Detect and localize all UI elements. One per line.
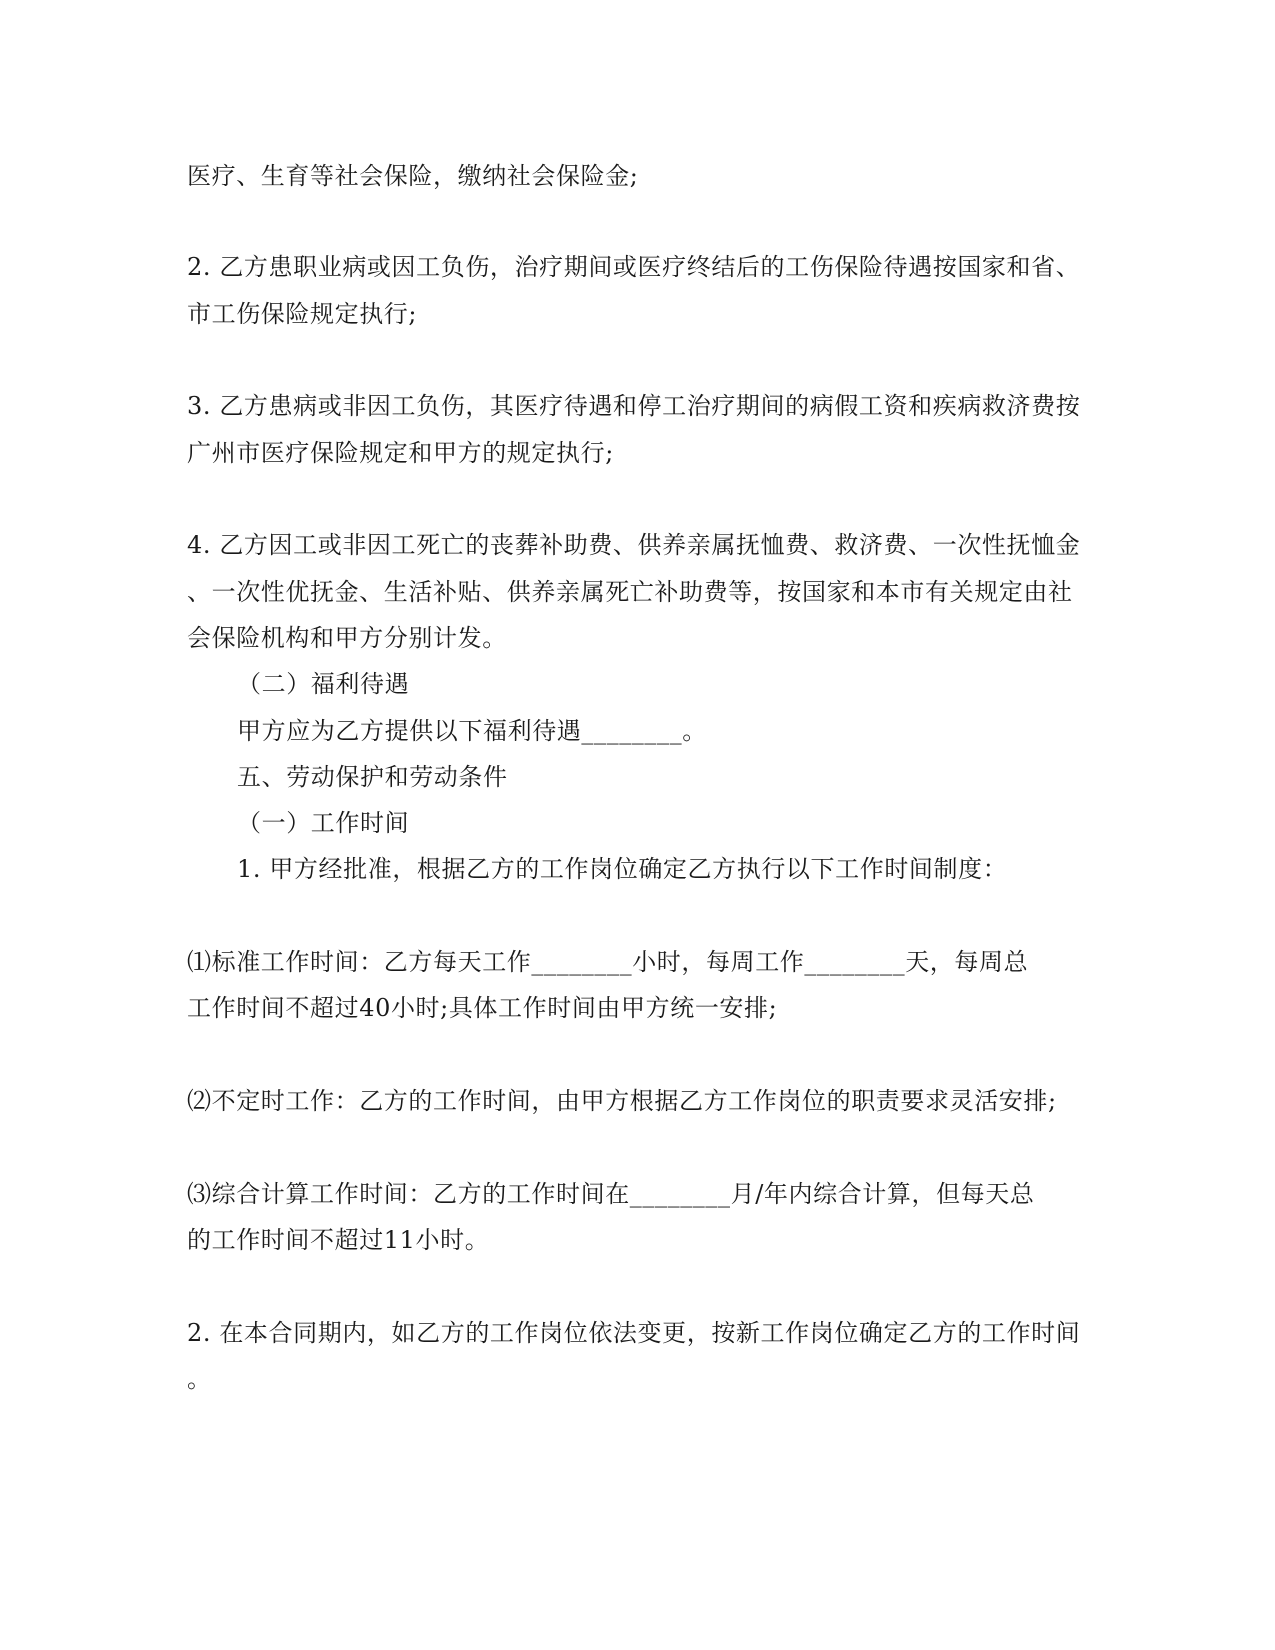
text-line: 1. 甲方经批准，根据乙方的工作岗位确定乙方执行以下工作时间制度：: [237, 855, 1008, 883]
text-line: 4. 乙方因工或非因工死亡的丧葬补助费、供养亲属抚恤费、救济费、一次性抚恤金: [187, 531, 1081, 559]
text-line: 广州市医疗保险规定和甲方的规定执行;: [187, 439, 614, 467]
text-line: 2. 在本合同期内，如乙方的工作岗位依法变更，按新工作岗位确定乙方的工作时间: [187, 1319, 1081, 1347]
text-line: 会保险机构和甲方分别计发。: [187, 624, 507, 652]
text-line: ⑴标准工作时间：乙方每天工作________小时，每周工作________天，每周总: [187, 948, 1029, 976]
text-line: 的工作时间不超过11小时。: [187, 1226, 490, 1254]
text-line: ⑵不定时工作：乙方的工作时间，由甲方根据乙方工作岗位的职责要求灵活安排;: [187, 1087, 1057, 1115]
text-line: 市工伤保险规定执行;: [187, 300, 418, 328]
text-line: ⑶综合计算工作时间：乙方的工作时间在________月/年内综合计算，但每天总: [187, 1180, 1035, 1208]
text-line: 3. 乙方患病或非因工负伤，其医疗待遇和停工治疗期间的病假工资和疾病救济费按: [187, 392, 1081, 420]
section-heading: 五、劳动保护和劳动条件: [237, 763, 508, 791]
section-heading: （一）工作时间: [237, 809, 410, 837]
text-line: 、一次性优抚金、生活补贴、供养亲属死亡补助费等，按国家和本市有关规定由社: [187, 578, 1073, 606]
text-line: 2. 乙方患职业病或因工负伤，治疗期间或医疗终结后的工伤保险待遇按国家和省、: [187, 253, 1081, 281]
text-line: 工作时间不超过40小时;具体工作时间由甲方统一安排;: [187, 994, 778, 1022]
text-line: 甲方应为乙方提供以下福利待遇________。: [237, 717, 707, 745]
text-line: 。: [187, 1365, 212, 1393]
text-line: 医疗、生育等社会保险，缴纳社会保险金;: [187, 162, 639, 190]
section-heading: （二）福利待遇: [237, 670, 410, 698]
